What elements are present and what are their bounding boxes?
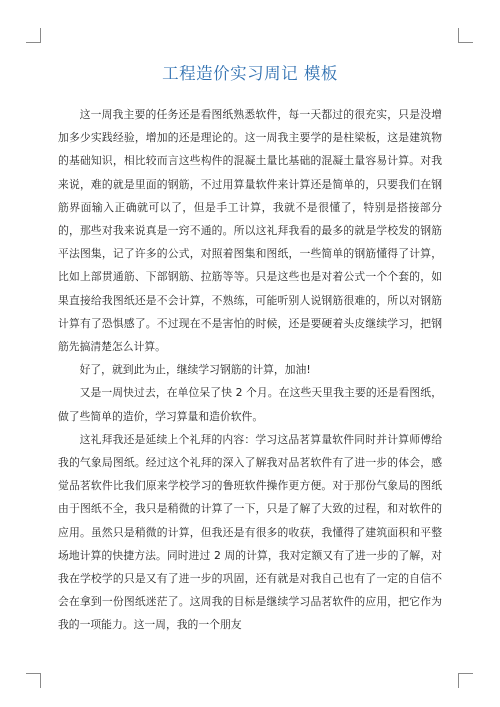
paragraph: 又是一周快过去，在单位呆了快 2 个月。在这些天里我主要的还是看图纸，做了些简单的造价，学习算量和造价软件。 bbox=[58, 386, 442, 423]
paragraph: 这礼拜我还是延续上个礼拜的内容：学习这品茗算量软件同时并计算师傅给我的气象局图纸。经过这个礼拜的深入了解我对品茗软件有了进一步的体会，感觉品茗软件比我们原来学校学习的鲁班软件操作更方便。对于那份气象局的图纸由于图纸不全，我只是稍微的计算了一下，只是了解了大致的过程，和对软件的应用。虽然只是稍微的计算，但我还是有很多的收获，我懂得了建筑面积和平整场地计算的快捷方法。同时进过 2 周的计算，我对定额又有了进一步的了解，对我在学校学的只是又有了进一步的巩固，还有就是对我自己也有了一定的自信不会在拿到一份图纸迷茫了。这周我的目标是继续学习品茗软件的应用，把它作为我的一项能力。这一周，我的一个朋友 bbox=[58, 432, 442, 632]
corner-mark-bottom-left bbox=[26, 673, 41, 688]
corner-mark-top-left bbox=[26, 28, 41, 43]
paragraph: 好了，就到此为止，继续学习钢筋的计算，加油! bbox=[79, 363, 311, 377]
corner-mark-top-right bbox=[458, 28, 473, 43]
paragraph: 这一周我主要的任务还是看图纸熟悉软件，每一天都过的很充实，只是没增加多少实践经验，增加的还是理论的。这一周我主要学的是柱梁板，这是建筑物的基础知识，相比较而言这些构件的混凝土量比基础的混凝土量容易计算。对我来说，难的就是里面的钢筋，不过用算量软件来计算还是简单的，只要我们在钢筋界面输入正确就可以了，但是手工计算，我就不是很懂了，特别是搭接部分的，那些对我来说真是一窍不通的。所以这礼拜我看的最多的就是学校发的钢筋平法图集，记了许多的公式，对照着图集和图纸，一些简单的钢筋懂得了计算，比如上部贯通筋、下部钢筋、拉筋等等。只是这些也是对着公式一个个套的，如果直接给我图纸还是不会计算，不熟练，可能听别人说钢筋很难的，所以对钢筋计算有了恐惧感了。不过现在不是害怕的时候，还是要硬着头皮继续学习，把钢筋先搞清楚怎么计算。 bbox=[58, 108, 442, 354]
document-title: 工程造价实习周记 模板 bbox=[162, 64, 338, 83]
document-body bbox=[58, 103, 442, 637]
corner-mark-bottom-right bbox=[458, 673, 473, 688]
